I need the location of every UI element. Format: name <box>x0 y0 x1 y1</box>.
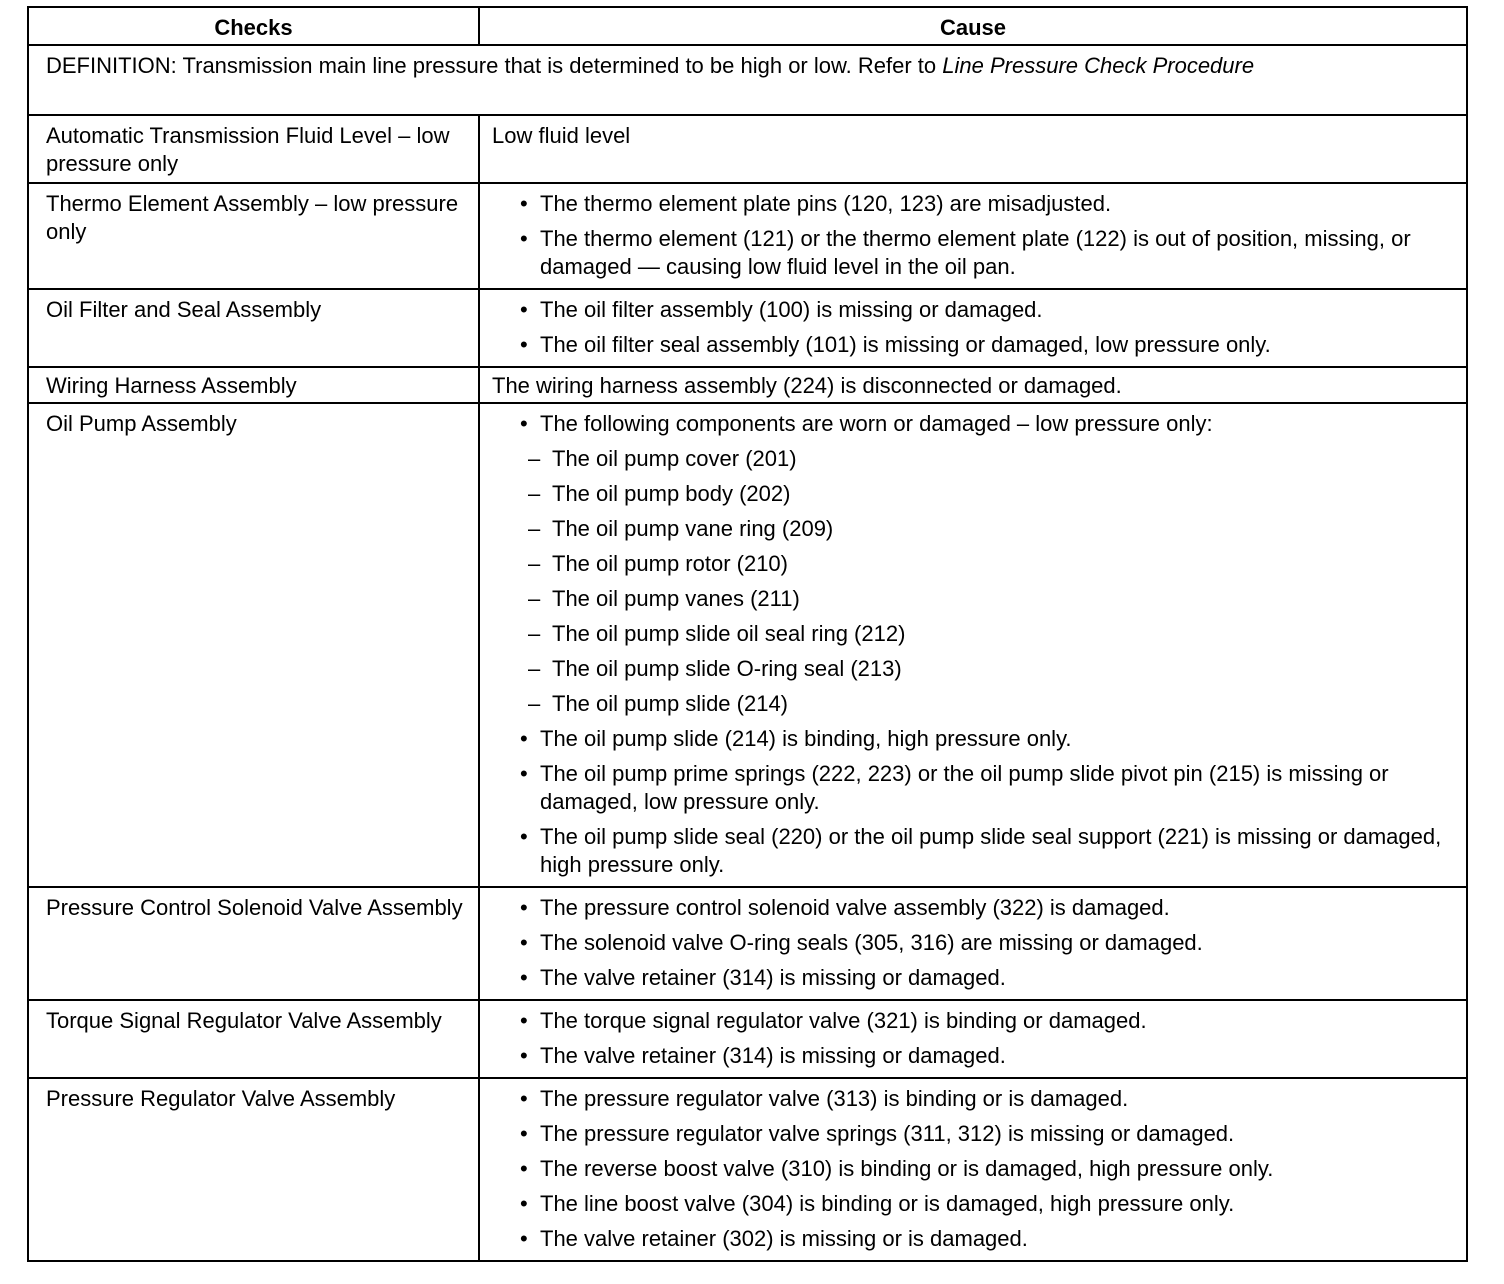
table-row <box>28 1000 1467 1078</box>
bullet-icon: • <box>520 965 528 990</box>
table-row <box>28 1078 1467 1261</box>
cause-text: The line boost valve (304) is binding or is damaged, high pressure only. <box>540 1191 1235 1216</box>
cause-item <box>492 929 1454 957</box>
cause-cell <box>479 1000 1467 1078</box>
sub-item-text: The oil pump vanes (211) <box>552 586 800 611</box>
sub-item <box>518 480 1454 508</box>
cause-item <box>492 760 1454 816</box>
cause-cell <box>479 289 1467 367</box>
check-cell: Thermo Element Assembly – low pressure only <box>28 183 479 289</box>
sub-item <box>518 655 1454 683</box>
bullet-icon: • <box>520 726 528 751</box>
cause-text: The oil filter seal assembly (101) is missing or damaged, low pressure only. <box>540 332 1271 357</box>
bullet-icon: • <box>520 297 528 322</box>
cause-list <box>492 894 1454 992</box>
cause-text: The valve retainer (314) is missing or damaged. <box>540 965 1006 990</box>
cause-text: The pressure control solenoid valve assembly (322) is damaged. <box>540 895 1170 920</box>
sub-item <box>518 690 1454 718</box>
dash-icon: – <box>528 691 541 716</box>
cause-item <box>492 190 1454 218</box>
cause-text: The oil pump slide seal (220) or the oil pump slide seal support (221) is missing or damaged, high pressure only. <box>540 824 1442 877</box>
sub-item-text: The oil pump slide O-ring seal (213) <box>552 656 902 681</box>
cause-cell <box>479 887 1467 1000</box>
table-row <box>28 887 1467 1000</box>
bullet-icon: • <box>520 1086 528 1111</box>
cause-text: The following components are worn or damaged – low pressure only: <box>540 411 1213 436</box>
definition-row <box>28 45 1467 115</box>
cause-text: The valve retainer (314) is missing or damaged. <box>540 1043 1006 1068</box>
cause-item <box>492 225 1454 281</box>
cause-item <box>492 410 1454 718</box>
cause-item <box>492 1190 1454 1218</box>
cause-cell <box>479 1078 1467 1261</box>
sub-item <box>518 585 1454 613</box>
dash-icon: – <box>528 446 541 471</box>
sub-item-text: The oil pump rotor (210) <box>552 551 788 576</box>
cause-text: The thermo element plate pins (120, 123) are misadjusted. <box>540 191 1112 216</box>
bullet-icon: • <box>520 226 528 251</box>
table-row <box>28 289 1467 367</box>
header-row <box>28 7 1467 45</box>
cause-item <box>492 964 1454 992</box>
sub-item <box>518 620 1454 648</box>
cause-item <box>492 1155 1454 1183</box>
bullet-icon: • <box>520 1226 528 1251</box>
table-row <box>28 183 1467 289</box>
cause-list <box>492 296 1454 359</box>
sub-item <box>518 445 1454 473</box>
check-cell: Automatic Transmission Fluid Level – low pressure only <box>28 115 479 183</box>
cause-item <box>492 296 1454 324</box>
sub-item <box>518 550 1454 578</box>
cause-text: The thermo element (121) or the thermo element plate (122) is out of position, missing, or damaged — causing low fluid level in the oil pan. <box>540 226 1411 279</box>
cause-item <box>492 894 1454 922</box>
dash-icon: – <box>528 551 541 576</box>
cause-list <box>492 190 1454 281</box>
check-cell: Pressure Control Solenoid Valve Assembly <box>28 887 479 1000</box>
bullet-icon: • <box>520 1156 528 1181</box>
bullet-icon: • <box>520 761 528 786</box>
sub-item-text: The oil pump slide oil seal ring (212) <box>552 621 906 646</box>
cause-text: The reverse boost valve (310) is binding or is damaged, high pressure only. <box>540 1156 1274 1181</box>
cause-text: The oil filter assembly (100) is missing or damaged. <box>540 297 1043 322</box>
dash-icon: – <box>528 621 541 646</box>
cause-text: The valve retainer (302) is missing or is damaged. <box>540 1226 1028 1251</box>
bullet-icon: • <box>520 332 528 357</box>
definition-cell <box>28 45 1467 115</box>
check-cell: Oil Pump Assembly <box>28 403 479 887</box>
cause-list <box>492 410 1454 879</box>
cause-list <box>492 1007 1454 1070</box>
cause-item <box>492 1085 1454 1113</box>
check-cell: Torque Signal Regulator Valve Assembly <box>28 1000 479 1078</box>
cause-list <box>492 1085 1454 1253</box>
check-cell: Oil Filter and Seal Assembly <box>28 289 479 367</box>
bullet-icon: • <box>520 1008 528 1033</box>
bullet-icon: • <box>520 191 528 216</box>
diagnostic-table <box>27 6 1468 1262</box>
cause-item <box>492 725 1454 753</box>
cause-text: The torque signal regulator valve (321) is binding or damaged. <box>540 1008 1147 1033</box>
bullet-icon: • <box>520 1121 528 1146</box>
sub-item-text: The oil pump vane ring (209) <box>552 516 834 541</box>
component-sublist <box>528 445 1454 718</box>
cause-text: The oil pump slide (214) is binding, high pressure only. <box>540 726 1072 751</box>
sub-item-text: The oil pump body (202) <box>552 481 791 506</box>
cause-text: The solenoid valve O-ring seals (305, 316) are missing or damaged. <box>540 930 1203 955</box>
check-cell: Pressure Regulator Valve Assembly <box>28 1078 479 1261</box>
sub-item <box>518 515 1454 543</box>
cause-item <box>492 331 1454 359</box>
dash-icon: – <box>528 481 541 506</box>
cause-cell <box>479 403 1467 887</box>
checks-column-header: Checks <box>28 7 479 45</box>
cause-text: The pressure regulator valve (313) is binding or is damaged. <box>540 1086 1129 1111</box>
table-row <box>28 115 1467 183</box>
cause-cell: The wiring harness assembly (224) is disconnected or damaged. <box>479 367 1467 403</box>
bullet-icon: • <box>520 411 528 436</box>
bullet-icon: • <box>520 895 528 920</box>
bullet-icon: • <box>520 930 528 955</box>
definition-text: DEFINITION: Transmission main line pressure that is determined to be high or low. Refer to <box>46 53 943 78</box>
cause-text: The oil pump prime springs (222, 223) or the oil pump slide pivot pin (215) is missing or damaged, low pressure only. <box>540 761 1389 814</box>
cause-item <box>492 1007 1454 1035</box>
sub-item-text: The oil pump slide (214) <box>552 691 789 716</box>
line-pressure-procedure-reference: Line Pressure Check Procedure <box>942 53 1255 78</box>
cause-item <box>492 1042 1454 1070</box>
bullet-icon: • <box>520 824 528 849</box>
cause-column-header: Cause <box>479 7 1467 45</box>
table-row <box>28 367 1467 403</box>
dash-icon: – <box>528 586 541 611</box>
dash-icon: – <box>528 516 541 541</box>
cause-item <box>492 823 1454 879</box>
cause-text: The pressure regulator valve springs (311, 312) is missing or damaged. <box>540 1121 1235 1146</box>
cause-cell: Low fluid level <box>479 115 1467 183</box>
cause-item <box>492 1225 1454 1253</box>
table-row <box>28 403 1467 887</box>
sub-item-text: The oil pump cover (201) <box>552 446 797 471</box>
bullet-icon: • <box>520 1191 528 1216</box>
cause-item <box>492 1120 1454 1148</box>
cause-cell <box>479 183 1467 289</box>
check-cell: Wiring Harness Assembly <box>28 367 479 403</box>
dash-icon: – <box>528 656 541 681</box>
bullet-icon: • <box>520 1043 528 1068</box>
